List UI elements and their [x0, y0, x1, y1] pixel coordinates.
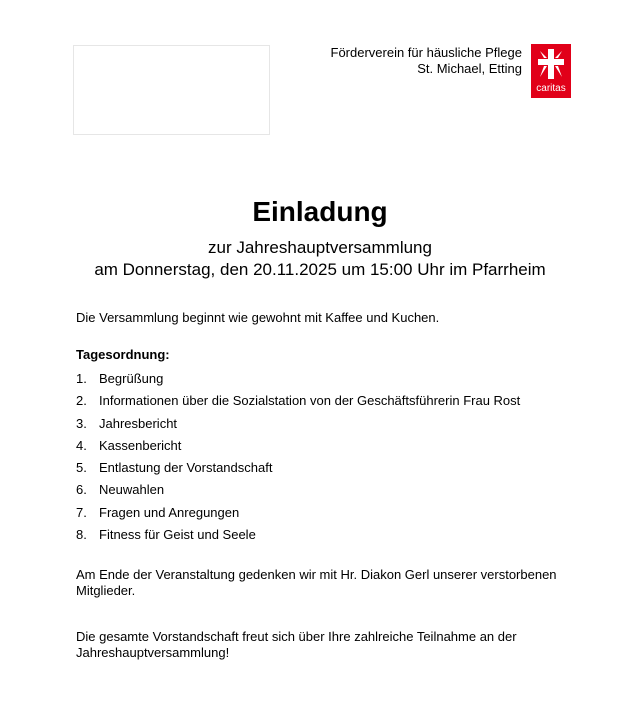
item-number: 4. — [76, 437, 87, 453]
logo-text: caritas — [536, 83, 566, 94]
subtitle-line-1: zur Jahreshauptversammlung — [208, 238, 432, 257]
item-text: Fitness für Geist und Seele — [99, 527, 256, 543]
list-item — [76, 482, 520, 504]
subtitle-line-2: am Donnerstag, den 20.11.2025 um 15:00 Uhr im Pfarrheim — [94, 260, 546, 279]
list-item — [76, 371, 520, 393]
item-text: Kassenbericht — [99, 437, 182, 453]
item-text: Entlastung der Vorstandschaft — [99, 460, 273, 476]
list-item — [76, 527, 520, 549]
item-number: 7. — [76, 504, 87, 520]
list-item — [76, 393, 520, 415]
item-text: Fragen und Anregungen — [99, 504, 240, 520]
image-placeholder — [73, 45, 270, 135]
agenda-heading: Tagesordnung: — [76, 347, 170, 362]
item-number: 2. — [76, 393, 87, 409]
organization-name — [331, 45, 523, 77]
closing-text: Die gesamte Vorstandschaft freut sich über Ihre zahlreiche Teilnahme an der Jahreshauptversammlung! — [76, 629, 517, 660]
item-number: 6. — [76, 482, 87, 498]
list-item — [76, 460, 520, 482]
intro-text: Die Versammlung beginnt wie gewohnt mit Kaffee und Kuchen. — [76, 310, 440, 325]
list-item — [76, 438, 520, 460]
item-number: 5. — [76, 460, 87, 476]
item-text: Informationen über die Sozialstation von der Geschäftsführerin Frau Rost — [99, 393, 521, 409]
subtitle — [0, 237, 640, 281]
memorial-text: Am Ende der Veranstaltung gedenken wir mit Hr. Diakon Gerl unserer verstorbenen Mitglieder. — [76, 567, 557, 598]
list-item — [76, 505, 520, 527]
caritas-flame-cross-icon — [536, 47, 566, 81]
item-text: Begrüßung — [99, 371, 164, 386]
item-text: Neuwahlen — [99, 482, 165, 498]
item-number: 3. — [76, 415, 87, 431]
item-text: Jahresbericht — [99, 415, 178, 431]
item-number: 1. — [76, 371, 87, 386]
caritas-logo — [531, 44, 571, 98]
agenda-list — [76, 371, 520, 549]
page-title: Einladung — [252, 196, 388, 227]
list-item — [76, 416, 520, 438]
org-line-2: St. Michael, Etting — [417, 61, 522, 76]
item-number: 8. — [76, 527, 87, 543]
org-line-1: Förderverein für häusliche Pflege — [330, 45, 522, 60]
